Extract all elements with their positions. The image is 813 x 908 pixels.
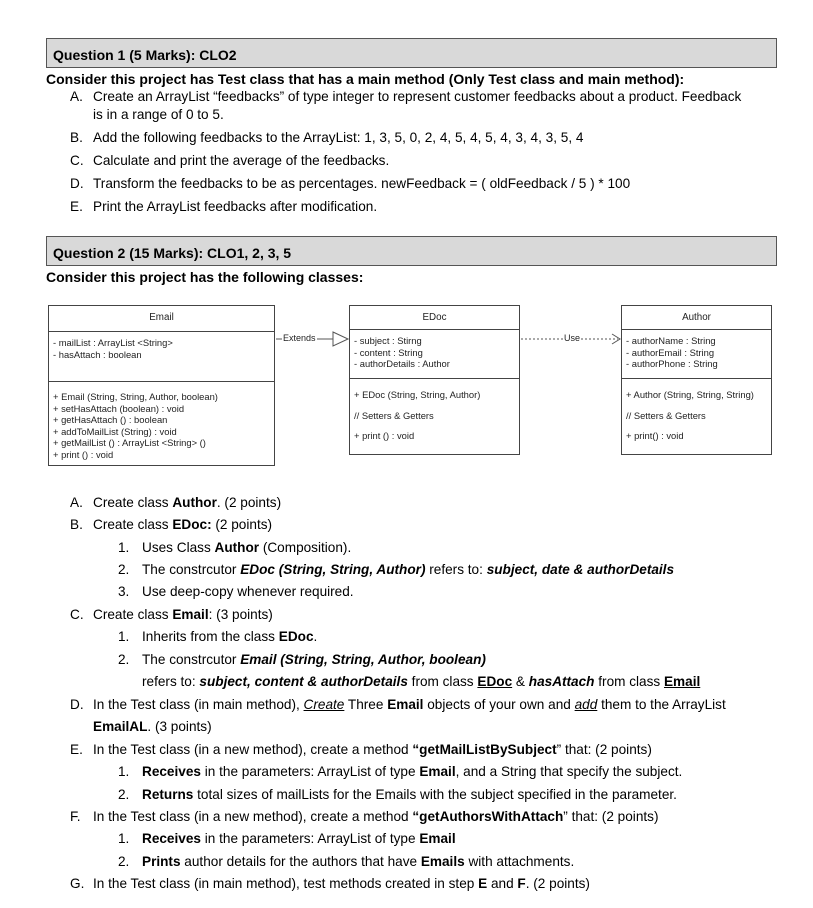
task-c-1 [118,628,317,646]
item-label: C. [70,607,84,622]
item-label: 1. [118,831,130,846]
text: them to the ArrayList [597,697,726,712]
item-label: A. [70,89,83,104]
text-bold: F [517,876,526,891]
question-1-title: Question 1 (5 Marks): CLO2 [53,47,237,63]
text-bold-italic: EDoc (String, String, Author) [240,562,426,577]
q1-item-a-cont: is in a range of 0 to 5. [93,107,224,122]
text: The constrcutor [142,652,241,667]
text: Create class [93,607,173,622]
text-bold-italic: hasAttach [528,674,595,689]
uml-method: + Email (String, String, Author, boolean) [53,391,218,402]
text: from class [407,674,478,689]
item-label: D. [70,697,84,712]
text-bold: Receives [142,831,201,846]
text: and [487,876,518,891]
text-bold: Receives [142,764,201,779]
text: with attachments. [464,854,575,869]
task-c-2-cont [142,673,700,691]
task-c [70,606,273,624]
item-text: Transform the feedbacks to be as percentages. newFeedback = ( oldFeedback / 5 ) * 100 [93,176,631,191]
extends-label: Extends [283,333,316,343]
task-b [70,516,272,534]
task-g [70,875,590,893]
item-label: E. [70,199,83,214]
text: Inherits from the class [142,629,279,644]
task-f-1 [118,830,456,848]
text-bold: EmailAL [93,719,148,734]
text-italic-underline: Create [303,697,345,712]
uml-attribute: - authorPhone : String [626,358,718,370]
text: Three [344,697,388,712]
item-label: D. [70,176,84,191]
text: total sizes of mailLists for the Emails with the subject specified in the parameter. [193,787,677,802]
text: in the parameters: ArrayList of type [200,831,420,846]
task-e-2 [118,786,677,804]
item-label: A. [70,495,83,510]
text-bold: EDoc: [172,517,212,532]
text-bold-italic: subject, content & authorDetails [199,674,408,689]
text: (Composition). [259,540,352,555]
question-2-intro: Consider this project has the following classes: [46,269,364,285]
item-label: 2. [118,787,130,802]
uml-class-name: Author [622,306,771,330]
item-label: 3. [118,584,130,599]
text: refers to: [425,562,487,577]
text: (2 points) [211,517,273,532]
text: & [512,674,529,689]
text-italic-underline: add [574,697,598,712]
uml-attribute: - subject : Stirng [354,335,422,346]
uml-class-name: Email [49,306,274,332]
item-label: C. [70,153,84,168]
uml-attribute: - authorEmail : String [626,346,715,358]
item-label: F. [70,809,81,824]
task-d [70,696,726,714]
text-bold: Author [214,540,260,555]
text-bold: “getMailListBySubject [412,742,557,757]
item-text: Calculate and print the average of the feedbacks. [93,153,390,168]
text: Use deep-copy whenever required. [142,584,354,599]
text-bold: EDoc [278,629,314,644]
task-a [70,494,281,512]
text: : (3 points) [208,607,273,622]
text: Uses Class [142,540,215,555]
question-2-title: Question 2 (15 Marks): CLO1, 2, 3, 5 [53,245,292,261]
text-bold: Emails [420,854,465,869]
text-bold: Returns [142,787,194,802]
text: in the parameters: ArrayList of type [200,764,420,779]
text-bold: Email [419,831,456,846]
text-bold: “getAuthorsWithAttach [412,809,564,824]
uml-method: + EDoc (String, String, Author) [354,389,481,400]
item-text: Add the following feedbacks to the ArrayList: 1, 3, 5, 0, 2, 4, 5, 4, 5, 4, 3, 4, 3, 5, 4 [93,130,584,145]
uml-class-name: EDoc [350,306,519,330]
text-bold: Email [419,764,456,779]
text: refers to: [142,674,200,689]
text: The constrcutor [142,562,241,577]
text-bold-italic: subject, date & authorDetails [486,562,675,577]
item-label: 2. [118,562,130,577]
text: . (2 points) [525,876,590,891]
text-bold: Prints [142,854,181,869]
text: from class [594,674,664,689]
text: . (2 points) [216,495,282,510]
task-b-1 [118,539,351,557]
text: . [313,629,318,644]
item-label: B. [70,517,83,532]
text: . (3 points) [147,719,212,734]
uml-method: + print() : void [626,430,684,442]
text: In the Test class (in a new method), create a method [93,809,413,824]
text: In the Test class (in main method), [93,697,304,712]
task-b-2 [118,561,674,579]
task-d-cont [93,718,212,736]
text-bold-underline: Email [663,674,701,689]
use-label: Use [564,333,581,343]
item-text: Create an ArrayList “feedbacks” of type integer to represent customer feedbacks about a product. Feedback [93,89,742,104]
uml-attribute: - authorName : String [626,335,716,346]
uml-method: + print () : void [354,430,415,442]
task-e [70,741,652,759]
item-label: 1. [118,540,130,555]
uml-method: + getHasAttach () : boolean [53,414,168,426]
text: objects of your own and [423,697,575,712]
text-bold-italic: Email (String, String, Author, boolean) [240,652,486,667]
uml-method: + Author (String, String, String) [626,389,754,400]
text: Create class [93,517,173,532]
text: ” that: (2 points) [556,742,652,757]
item-label: G. [70,876,85,891]
question-1-intro: Consider this project has Test class that has a main method (Only Test class and main method): [46,71,685,87]
text-bold: Author [172,495,217,510]
uml-comment: // Setters & Getters [626,409,706,421]
text: In the Test class (in main method), test methods created in step [93,876,479,891]
item-label: 1. [118,629,130,644]
item-label: B. [70,130,83,145]
text-bold: Email [172,607,209,622]
text-bold: E [478,876,488,891]
uml-method: + addToMailList (String) : void [53,425,177,437]
task-c-2 [118,651,486,669]
task-b-3 [118,583,354,601]
task-e-1 [118,763,682,781]
text: Create class [93,495,173,510]
uml-method: + getMailList () : ArrayList <String> () [53,437,206,449]
uml-attribute: - hasAttach : boolean [53,348,142,360]
text: author details for the authors that have [180,854,421,869]
task-f [70,808,658,826]
task-f-2 [118,853,574,871]
item-label: 2. [118,652,130,667]
item-text: Print the ArrayList feedbacks after modification. [93,199,378,214]
uml-attribute: - authorDetails : Author [354,358,450,370]
text-bold: Email [387,697,424,712]
uml-method: + setHasAttach (boolean) : void [53,402,185,414]
uml-attribute: - content : String [354,346,423,358]
uml-method: + print () : void [53,448,114,460]
text: In the Test class (in a new method), create a method [93,742,413,757]
text-bold-underline: EDoc [477,674,513,689]
item-label: 1. [118,764,130,779]
item-label: E. [70,742,83,757]
item-label: 2. [118,854,130,869]
uml-attribute: - mailList : ArrayList <String> [53,337,173,348]
text: ” that: (2 points) [563,809,659,824]
inheritance-arrowhead-icon [333,332,348,346]
uml-comment: // Setters & Getters [354,409,434,421]
text: , and a String that specify the subject. [455,764,683,779]
